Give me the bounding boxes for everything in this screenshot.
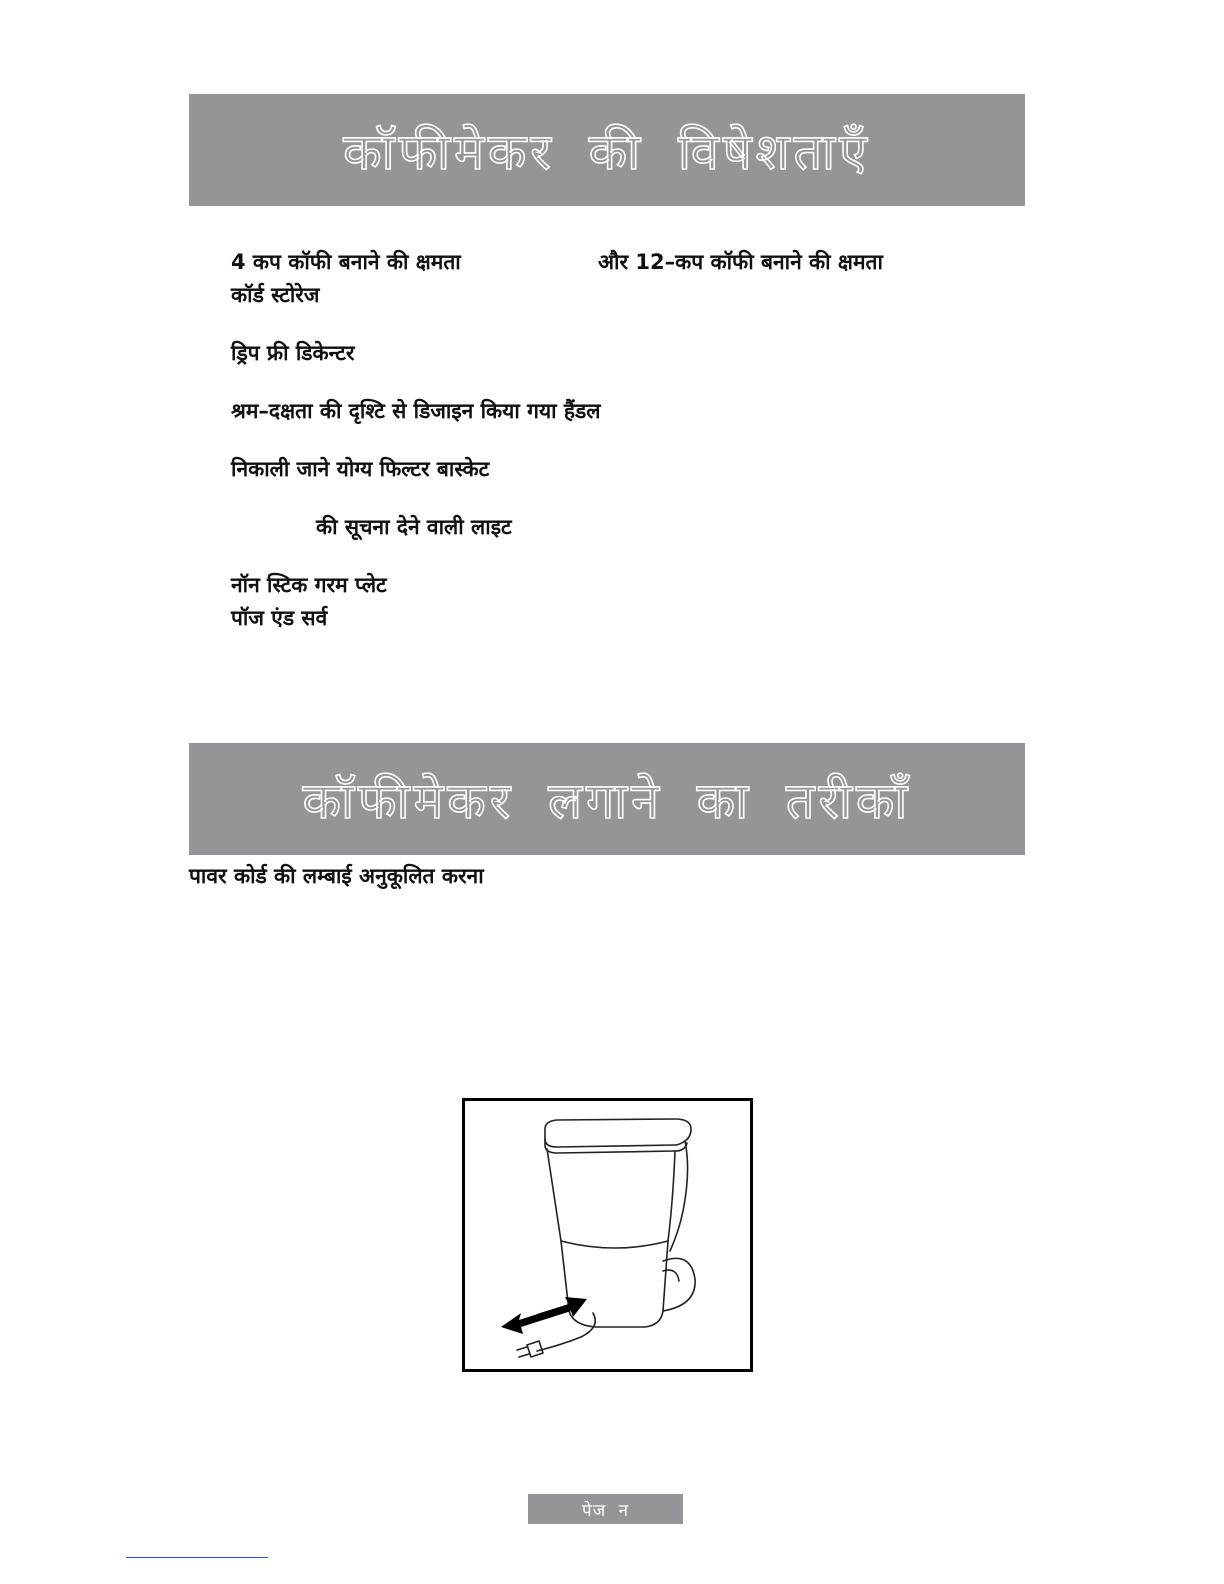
feature-cord-storage: कॉर्ड स्टोरेज	[231, 283, 320, 307]
feature-indicator-light: की सूचना देने वाली लाइट	[316, 515, 512, 539]
feature-pause-and-serve: पॉज एंड सर्व	[231, 606, 328, 630]
features-title: कॉफीमेकर की विषेशताएँ	[343, 123, 871, 181]
feature-drip-free-decanter: ड्रिप फ्री डिकेन्टर	[231, 341, 355, 365]
feature-12-cup: और 12–कप कॉफी बनाने की क्षमता	[598, 250, 883, 274]
features-banner	[189, 94, 1025, 206]
page-number-label: पेज न	[581, 1500, 630, 1521]
feature-ergonomic-handle: श्रम–दक्षता की दृश्टि से डिजाइन किया गया हैंडल	[231, 399, 601, 423]
page-number-box	[528, 1494, 683, 1524]
coffeemaker-figure	[462, 1098, 753, 1372]
feature-non-stick-hot-plate: नॉन स्टिक गरम प्लेट	[231, 573, 387, 597]
setup-banner	[189, 743, 1025, 855]
power-cord-heading: पावर कोर्ड की लम्बाई अनुकूलित करना	[189, 864, 484, 888]
feature-removable-filter-basket: निकाली जाने योग्य फिल्टर बास्केट	[231, 457, 490, 481]
setup-title: कॉफीमेकर लगाने का तरीकाँ	[302, 772, 912, 830]
footnote-rule	[126, 1557, 268, 1558]
feature-4-cup: 4 कप कॉफी बनाने की क्षमता	[231, 250, 461, 274]
coffeemaker-illustration-icon	[465, 1101, 750, 1369]
